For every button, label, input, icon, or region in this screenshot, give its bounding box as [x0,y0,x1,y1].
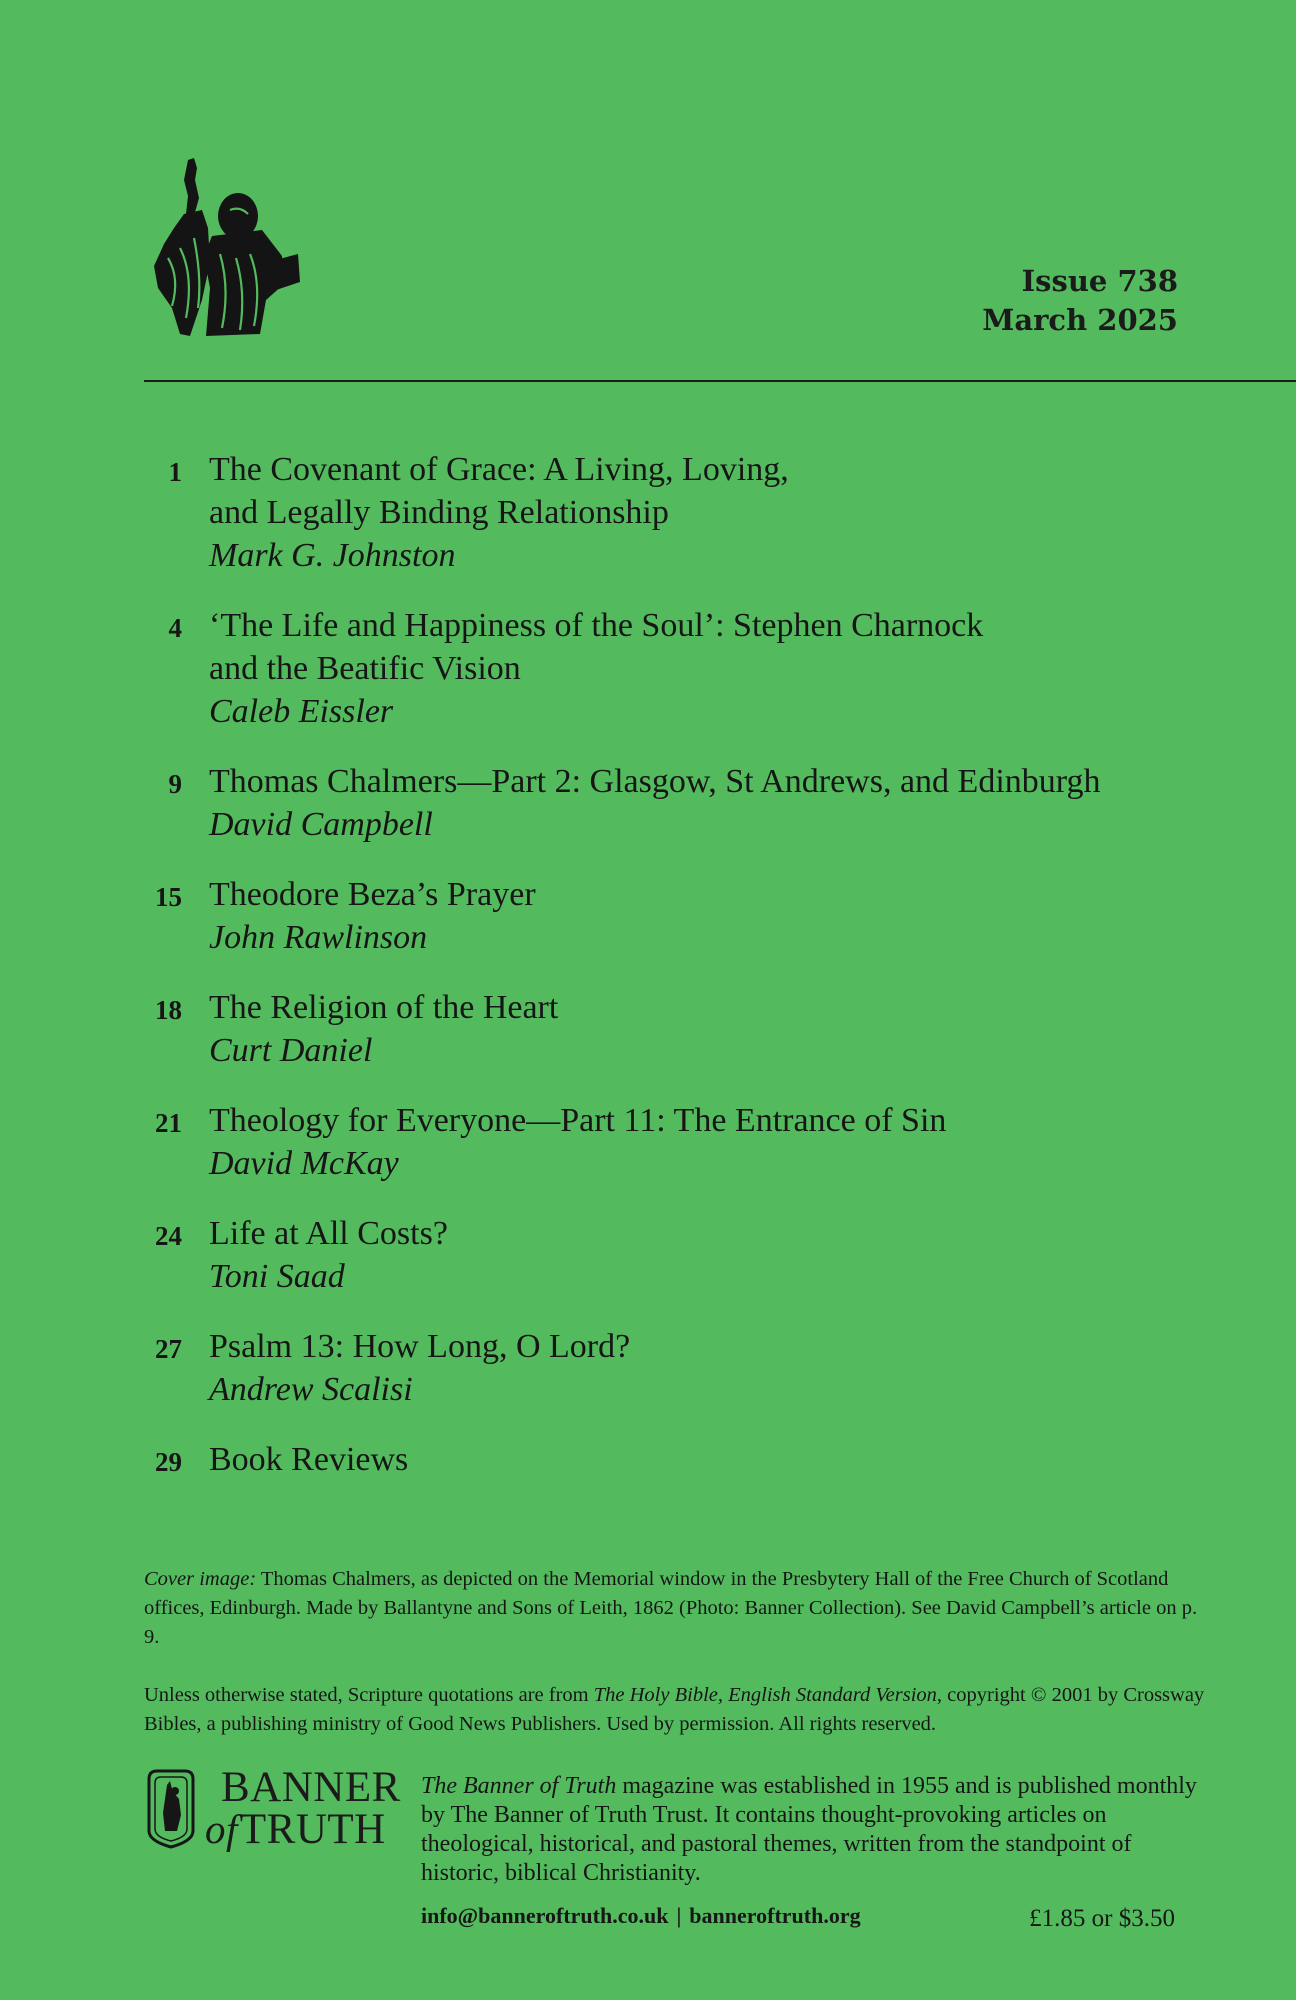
contact-separator: | [676,1903,682,1928]
email-link[interactable]: info@banneroftruth.co.uk [421,1903,669,1928]
preacher-figure-icon [150,158,300,338]
toc-author: Mark G. Johnston [209,537,456,574]
toc-title: The Covenant of Grace: A Living, Loving, and Legally Binding Relationship [209,451,789,531]
brand-word-of: of [205,1806,238,1852]
issue-info [982,262,1178,340]
scripture-note-before: Unless otherwise stated, Scripture quotations are from [144,1684,594,1706]
banner-of-truth-logo [143,1766,403,1856]
toc-entry[interactable] [0,873,1296,959]
toc-page-number: 29 [155,1447,182,1477]
toc-author: David McKay [209,1145,399,1182]
toc-title: Theodore Beza’s Prayer [209,876,536,913]
toc-author: Andrew Scalisi [209,1371,413,1408]
contact-info [421,1902,861,1930]
toc-page-number: 4 [168,613,182,643]
toc-entry[interactable] [0,448,1296,577]
magazine-name: The Banner of Truth [421,1773,617,1799]
toc-title: ‘The Life and Happiness of the Soul’: Stephen Charnock and the Beatific Vision [209,607,984,687]
toc-entry[interactable] [0,1099,1296,1185]
toc-author: Curt Daniel [209,1032,373,1069]
cover-note-label: Cover image: [144,1568,257,1590]
toc-entry[interactable] [0,1325,1296,1411]
toc-entry[interactable] [0,1438,1296,1481]
toc-author: Toni Saad [209,1258,345,1295]
about-text: magazine was established in 1955 and is published monthly by The Banner of Truth Trust. It contains thought-provoking articles on theological, historical, and pastoral themes, written from the standpoint of historic, biblical Christianity. [421,1773,1197,1886]
toc-author: John Rawlinson [209,919,428,956]
toc-page-number: 15 [155,882,182,912]
table-of-contents [0,448,1296,1508]
toc-title: Psalm 13: How Long, O Lord? [209,1328,631,1365]
toc-page-number: 18 [155,995,182,1025]
toc-page-number: 9 [168,769,182,799]
toc-page-number: 27 [155,1334,182,1364]
toc-entry[interactable] [0,986,1296,1072]
toc-title: Theology for Everyone—Part 11: The Entrance of Sin [209,1102,947,1139]
scripture-version: The Holy Bible, English Standard Version, [593,1684,943,1706]
toc-entry[interactable] [0,1212,1296,1298]
scripture-note-after: copyright © 2001 by Crossway Bibles, a publishing ministry of Good News Publishers. Used by permission. All rights reserved. [144,1684,1205,1735]
toc-page-number: 24 [155,1221,182,1251]
website-link[interactable]: banneroftruth.org [689,1903,861,1928]
toc-title: The Religion of the Heart [209,989,559,1026]
toc-title: Thomas Chalmers—Part 2: Glasgow, St Andrews, and Edinburgh [209,763,1101,800]
toc-author: David Campbell [209,806,433,843]
cover-image-note [144,1565,1206,1652]
brand-word-banner: BANNER [221,1764,401,1811]
brand-word-truth-line [205,1808,386,1851]
toc-title: Life at All Costs? [209,1215,448,1252]
price: £1.85 or $3.50 [1029,1905,1175,1932]
issue-date: March 2025 [982,303,1178,337]
banner-seal-icon [143,1769,199,1849]
toc-entry[interactable] [0,760,1296,846]
cover-note-text: Thomas Chalmers, as depicted on the Memorial window in the Presbytery Hall of the Free Church of Scotland offices, Edinburgh. Made by Ballantyne and Sons of Leith, 1862 (Photo: Banner Collection). See David Campbell’s article on p. 9. [144,1568,1198,1648]
header-divider [144,380,1296,382]
brand-word-truth: TRUTH [239,1806,386,1853]
toc-page-number: 21 [155,1108,182,1138]
toc-title: Book Reviews [209,1441,409,1478]
scripture-note [144,1681,1206,1739]
toc-author: Caleb Eissler [209,693,394,730]
about-magazine [421,1772,1201,1888]
issue-number: Issue 738 [1021,264,1178,298]
toc-entry[interactable] [0,604,1296,733]
toc-page-number: 1 [168,457,182,487]
